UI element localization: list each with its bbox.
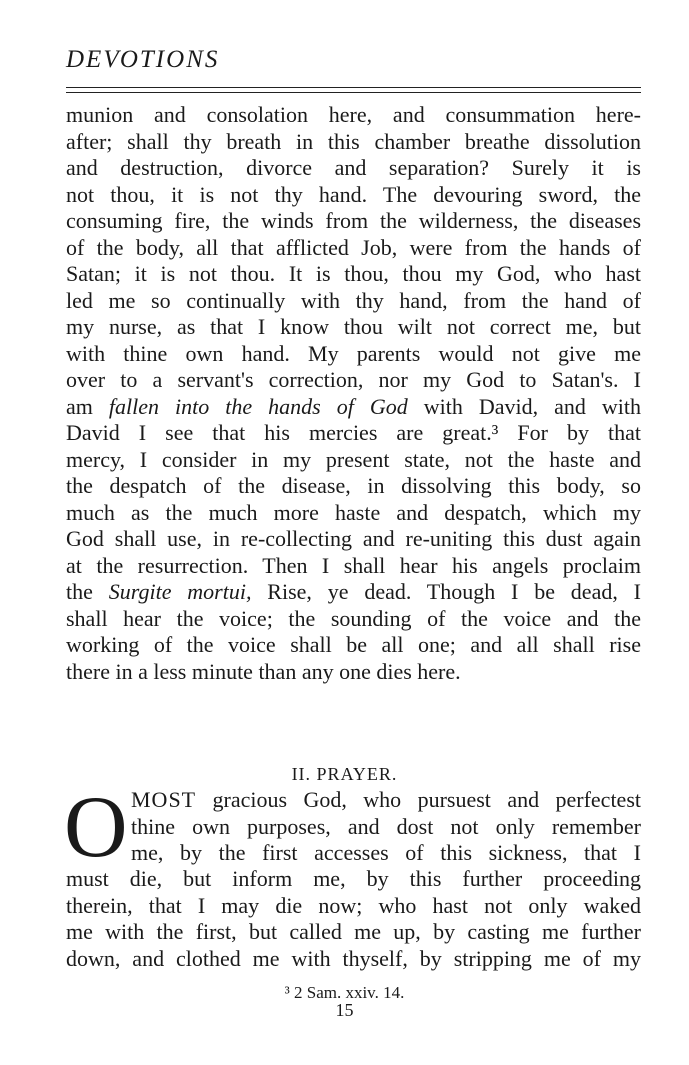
meditation-text <box>66 102 641 685</box>
page-number: 15 <box>335 1000 354 1020</box>
text-line: my nurse, as that I know thou wilt not correct me, but <box>66 314 641 339</box>
text-line <box>66 394 641 421</box>
text-segment: am <box>66 393 93 419</box>
italic-phrase: Surgite mortui, <box>108 579 252 604</box>
text-line: God shall use, in re-collecting and re-uniting this dust again <box>66 526 641 551</box>
prayer-indented-text <box>131 787 641 867</box>
text-line: mercy, I consider in my present state, not the haste and <box>66 446 641 472</box>
text-line: munion and consolation here, and consummation here- <box>66 102 641 127</box>
text-line: therein, that I may die now; who hast not only waked <box>66 892 641 918</box>
text-line: not thou, it is not thy hand. The devouring sword, the <box>66 181 641 207</box>
text-line: over to a servant's correction, nor my God to Satan's. I <box>66 367 641 392</box>
text-line: me, by the first accesses of this sickness, that I <box>131 840 641 865</box>
text-segment: with David, and with <box>423 393 641 419</box>
drop-cap: O <box>64 779 128 876</box>
text-line: working of the voice shall be all one; and all shall rise <box>66 632 641 657</box>
italic-phrase: fallen into the hands of God <box>108 393 408 419</box>
text-line: down, and clothed me with thyself, by stripping me of my <box>66 945 641 971</box>
text-line: there in a less minute than any one dies here. <box>66 658 461 684</box>
text-line: the despatch of the disease, in dissolving this body, so <box>66 473 641 498</box>
header-rule-top <box>66 87 641 88</box>
text-segment: the <box>66 579 93 604</box>
text-line <box>66 579 641 606</box>
text-line <box>131 787 641 814</box>
text-line: must die, but inform me, by this further proceeding <box>66 866 641 891</box>
text-line: with thine own hand. My parents would not give me <box>66 340 641 366</box>
text-line: of the body, all that afflicted Job, were from the hands of <box>66 234 641 260</box>
text-line: David I see that his mercies are great.³ For by that <box>66 420 641 445</box>
prayer-text <box>66 866 641 972</box>
text-line: thine own purposes, and dost not only remember <box>131 813 641 839</box>
text-segment: Rise, ye dead. Though I be dead, I <box>267 579 641 604</box>
text-line: after; shall thy breath in this chamber breathe dissolution <box>66 128 641 154</box>
text-segment: gracious God, who pursuest and perfectest <box>212 787 641 812</box>
text-line: and destruction, divorce and separation? Surely it is <box>66 155 641 180</box>
running-head: DEVOTIONS <box>66 46 220 73</box>
footnote: ³ 2 Sam. xxiv. 14. <box>284 983 405 1002</box>
header-rule-bottom <box>66 92 641 93</box>
text-line: me with the first, but called me up, by casting me further <box>66 919 641 944</box>
text-line: at the resurrection. Then I shall hear his angels proclaim <box>66 552 641 578</box>
text-line: led me so continually with thy hand, from the hand of <box>66 287 641 313</box>
text-line: consuming fire, the winds from the wilderness, the diseases <box>66 208 641 233</box>
text-line: Satan; it is not thou. It is thou, thou my God, who hast <box>66 261 641 286</box>
lead-word: MOST <box>131 787 197 812</box>
text-line: much as the much more haste and despatch, which my <box>66 499 641 525</box>
text-line: shall hear the voice; the sounding of the voice and the <box>66 605 641 631</box>
section-heading: II. PRAYER. <box>291 764 398 784</box>
